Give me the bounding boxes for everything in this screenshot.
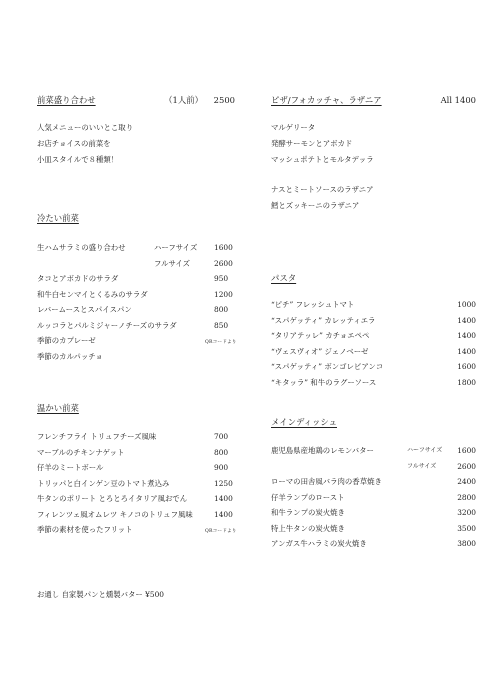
item-price: 2400 [457, 477, 476, 486]
item-price: 3500 [457, 523, 476, 533]
description-line: お店チョイスの前菜を [37, 139, 111, 148]
item-name: レバームースとスパイスパン [37, 305, 132, 314]
item-name: ルッコラとパルミジャーノチーズのサラダ [37, 320, 177, 330]
item-price: 3200 [457, 508, 476, 517]
item-price: 800 [214, 305, 229, 314]
section-header-main-dish [271, 418, 476, 430]
menu-item [37, 275, 247, 291]
item-price: 1600 [214, 243, 233, 252]
item-price: 1000 [457, 300, 476, 309]
item-name: 季節のカルパッチョ [37, 351, 103, 361]
hot-appetizers-list [37, 433, 247, 542]
menu-item [271, 332, 476, 348]
portion-label: （1人前） [164, 95, 203, 105]
item-name: タコとアボカドのサラダ [37, 274, 119, 283]
item-name: 仔羊ランプのロースト [271, 492, 345, 502]
item-name: フィレンツェ風オムレツ キノコのトリュフ風味 [37, 509, 193, 519]
menu-item [37, 291, 247, 307]
item-price: 2600 [457, 461, 476, 471]
item-name: アンガス牛ハラミの炭火焼き [271, 539, 367, 548]
menu-item [271, 379, 476, 395]
item-name: 鹿児島県産地鶏のレモンバター [271, 446, 374, 455]
pasta-list [271, 301, 476, 394]
item-price: 1400 [214, 509, 233, 519]
item-size: ハーフサイズ [407, 447, 443, 454]
item-name: フレンチフライ トリュフチーズ風味 [37, 432, 157, 441]
menu-item [37, 511, 247, 527]
menu-item [37, 353, 247, 369]
menu-item [271, 494, 476, 510]
description-line: 小皿スタイルで８種類！ [37, 155, 119, 164]
item-name: 和牛白センマイとくるみのサラダ [37, 289, 148, 299]
section-title: パスタ [271, 273, 297, 283]
item-name: 特上牛タンの炭火焼き [271, 523, 345, 533]
description-line: 人気メニューのいいとこ取り [37, 123, 134, 132]
menu-item [271, 463, 476, 479]
menu-item [37, 495, 247, 511]
section-title: 冷たい前菜 [37, 213, 79, 223]
item-price: 1400 [214, 494, 233, 503]
qr-code-note: QRコードより [205, 340, 237, 345]
section-title: 温かい前菜 [37, 403, 79, 413]
qr-code-note: QRコードより [205, 529, 237, 534]
item-price: 700 [214, 432, 229, 441]
section-title: メインディッシュ [271, 417, 337, 427]
pizza-list [271, 124, 476, 218]
item-price: 1400 [457, 331, 476, 340]
item-name: 生ハムサラミの盛り合わせ [37, 243, 126, 252]
item-price: 1800 [457, 377, 476, 387]
item-price: 1400 [457, 346, 476, 356]
item-price: 900 [214, 463, 229, 472]
list-item: 発酵サーモンとアボカド [271, 139, 353, 148]
menu-item [37, 464, 247, 480]
menu-item [37, 322, 247, 338]
menu-item [37, 244, 247, 260]
menu-item [37, 337, 247, 353]
menu-item [37, 433, 247, 449]
item-name: 季節の素材を使ったフリット [37, 525, 133, 534]
cover-charge-note: お通し 自家製パンと燻製バター ¥500 [37, 590, 164, 599]
section-header-cold-appetizers [37, 214, 247, 226]
menu-item [37, 526, 247, 542]
menu-item [271, 363, 476, 379]
item-price: 950 [214, 274, 229, 283]
item-name: “キタッラ” 和牛のラグーソース [271, 377, 377, 387]
item-name: 牛タンのポリート とろとろイタリア風おでん [37, 494, 188, 503]
section-price: All 1400 [440, 95, 476, 105]
section-title: ピザ/フォカッチャ、ラザニア [271, 95, 382, 105]
item-price: 2600 [214, 258, 233, 268]
item-name: 和牛ランプの炭火焼き [271, 508, 345, 517]
item-price: 850 [214, 320, 229, 330]
menu-item [37, 449, 247, 465]
item-name: “ヴェスヴィオ” ジェノベーゼ [271, 346, 369, 356]
platter-description [37, 124, 247, 172]
item-price: 1600 [457, 446, 476, 455]
section-price: 2500 [213, 95, 235, 105]
menu-item [37, 480, 247, 496]
left-column [37, 96, 247, 542]
main-dish-list [271, 447, 476, 556]
section-title: 前菜盛り合わせ [37, 95, 96, 105]
item-price: 3800 [457, 539, 476, 548]
item-name: “スパゲッティ” ボンゴレビアンコ [271, 362, 384, 371]
menu-item [271, 348, 476, 364]
list-item: 鱈とズッキーニのラザニア [271, 201, 360, 210]
menu-item [37, 260, 247, 276]
menu-item [37, 306, 247, 322]
item-name: 季節のカプレーゼ [37, 336, 96, 345]
item-name: ローマの田舎風バラ肉の香草焼き [271, 477, 382, 486]
list-item: マッシュポテトとモルタデッラ [271, 155, 374, 164]
cold-appetizers-list [37, 244, 247, 368]
item-name: マーブルのチキンナゲット [37, 447, 125, 457]
item-price: 1600 [457, 362, 476, 371]
list-item: ナスとミートソースのラザニア [271, 185, 374, 194]
item-size: フルサイズ [407, 462, 437, 470]
section-header-appetizer-platter [37, 96, 247, 108]
item-name: “ピチ” フレッシュトマト [271, 300, 355, 309]
item-price: 2800 [457, 492, 476, 502]
item-name: 仔羊のミートボール [37, 463, 104, 472]
section-header-pasta [271, 274, 476, 286]
menu-item [271, 540, 476, 556]
item-price: 1250 [214, 478, 233, 488]
menu-item [271, 317, 476, 333]
menu-item [271, 447, 476, 463]
menu-item [271, 525, 476, 541]
item-price: 1200 [214, 289, 233, 299]
section-header-pizza-lasagna [271, 96, 476, 108]
list-item: マルゲリータ [271, 123, 316, 132]
item-name: トリッパと白インゲン豆のトマト煮込み [37, 478, 170, 488]
menu-item [271, 478, 476, 494]
right-column [271, 96, 476, 556]
item-size: フルサイズ [154, 258, 191, 268]
item-name: “タリアテッレ” カチョエペペ [271, 331, 370, 340]
section-header-hot-appetizers [37, 404, 247, 416]
item-name: “スパゲッティ” カレッティエラ [271, 315, 376, 325]
item-price: 800 [214, 447, 229, 457]
item-size: ハーフサイズ [154, 243, 198, 252]
menu-item [271, 301, 476, 317]
item-price: 1400 [457, 315, 476, 325]
menu-item [271, 509, 476, 525]
